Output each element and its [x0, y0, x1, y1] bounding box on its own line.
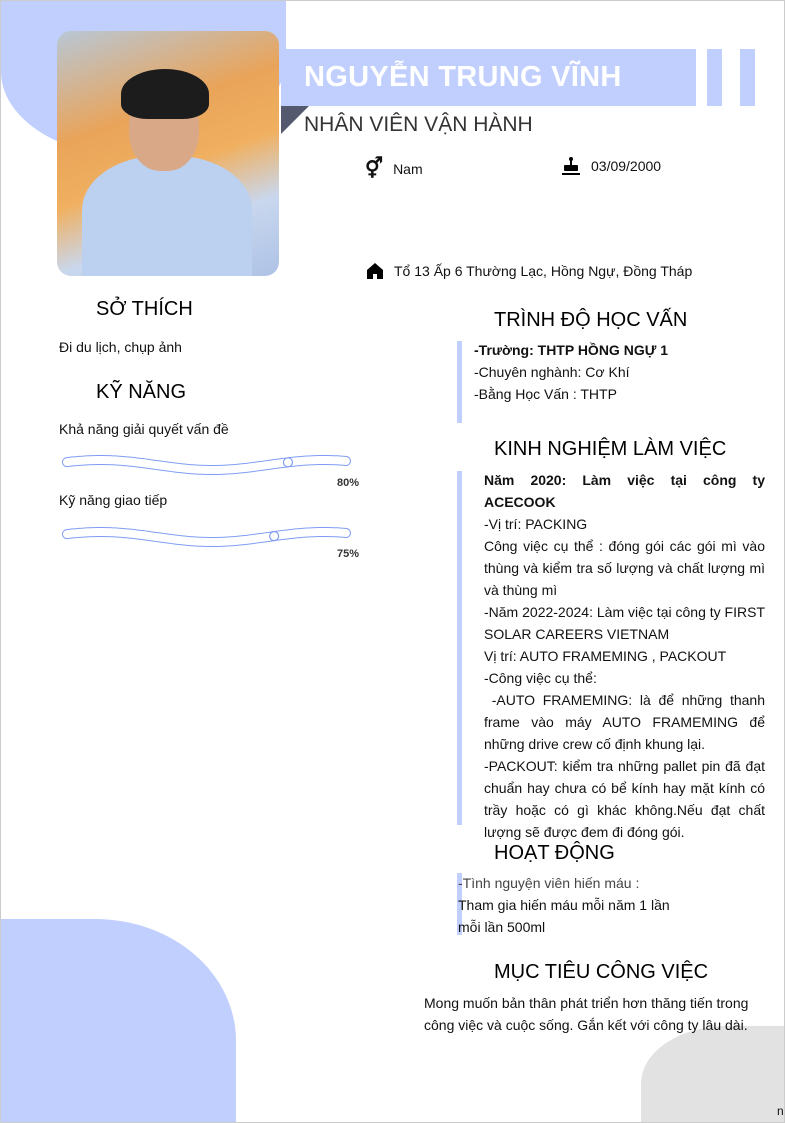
job-title: NHÂN VIÊN VẬN HÀNH [304, 113, 533, 136]
education-school: -Trường: THTP HỒNG NGỰ 1 [474, 342, 669, 358]
section-bar [457, 471, 462, 825]
address-info [366, 262, 692, 280]
section-bar [457, 341, 462, 423]
activity-line: Tham gia hiến máu mỗi năm 1 lần [458, 897, 670, 913]
activity-line: -Tình nguyện viên hiến máu : [458, 875, 640, 891]
gender-icon: ⚥ [365, 158, 384, 180]
footer-mark: n [777, 1104, 784, 1118]
activities-heading: HOẠT ĐỘNG [494, 842, 615, 864]
education-degree: -Bằng Học Vấn : THTP [474, 386, 617, 402]
decor-blob-bottom-right [641, 1026, 784, 1122]
experience-line: Vị trí: AUTO FRAMEMING , PACKOUT [484, 648, 727, 664]
skill-slider[interactable] [59, 449, 354, 481]
profile-photo [57, 31, 279, 276]
objective-text: Mong muốn bản thân phát triển hơn thăng tiến trong công việc và cuộc sống. Gắn kết với công ty lâu dài. [424, 995, 749, 1033]
experience-line: -AUTO FRAMEMING: là để những thanh frame vào máy AUTO FRAMEMING để những drive crew cố định khung lại. [484, 692, 765, 752]
experience-list [484, 469, 765, 843]
gender-info [365, 156, 423, 181]
decor-bar [707, 49, 722, 106]
slider-knob[interactable] [283, 458, 292, 467]
birthday-info [561, 156, 661, 176]
experience-line: -PACKOUT: kiểm tra những pallet pin đã đạt chuẩn hay chưa có bể kính hay mặt kính có trầy hoặc có gì khác không.Nếu đạt chất lượng sẽ được đem đi đóng gói. [484, 758, 765, 840]
hobbies-heading: SỞ THÍCH [96, 298, 193, 320]
skill-label: Khả năng giải quyết vấn đề [59, 421, 229, 437]
home-icon [366, 262, 384, 280]
education-heading: TRÌNH ĐỘ HỌC VẤN [494, 309, 688, 331]
birthday-cake-icon [561, 156, 581, 176]
education-major: -Chuyên nghành: Cơ Khí [474, 364, 630, 380]
skill-percent: 75% [337, 548, 360, 560]
decor-blob-bottom-left [1, 919, 236, 1122]
experience-line: -Năm 2022-2024: Làm việc tại công ty FIRST SOLAR CAREERS VIETNAM [484, 604, 765, 642]
experience-heading-line: Năm 2020: Làm việc tại công ty ACECOOK [484, 472, 765, 510]
activity-line: mỗi lần 500ml [458, 919, 546, 935]
skill-percent: 80% [337, 477, 360, 489]
activities-list [458, 872, 758, 938]
address-value: Tổ 13 Ấp 6 Thường Lạc, Hồng Ngự, Đồng Tháp [394, 263, 693, 279]
birthday-value: 03/09/2000 [591, 158, 662, 174]
education-list [474, 339, 764, 405]
slider-knob[interactable] [270, 532, 279, 541]
photo-hair [121, 69, 209, 119]
photo-shirt [82, 156, 252, 276]
skill-label: Kỹ năng giao tiếp [59, 492, 168, 508]
objective-heading: MỤC TIÊU CÔNG VIỆC [494, 961, 709, 983]
experience-line: -Công việc cụ thể: [484, 670, 597, 686]
decor-bar [740, 49, 755, 106]
hobbies-text: Đi du lịch, chụp ảnh [59, 339, 182, 355]
experience-heading: KINH NGHIỆM LÀM VIỆC [494, 438, 727, 460]
gender-value: Nam [393, 160, 423, 177]
skill-slider[interactable] [59, 521, 354, 553]
experience-line: Công việc cụ thể : đóng gói các gói mì vào thùng và kiểm tra số lượng và chất lượng mì và thùng mì [484, 538, 765, 598]
skills-heading: KỸ NĂNG [96, 381, 187, 403]
full-name: NGUYỄN TRUNG VĨNH [304, 61, 622, 93]
experience-line: -Vị trí: PACKING [484, 516, 588, 532]
